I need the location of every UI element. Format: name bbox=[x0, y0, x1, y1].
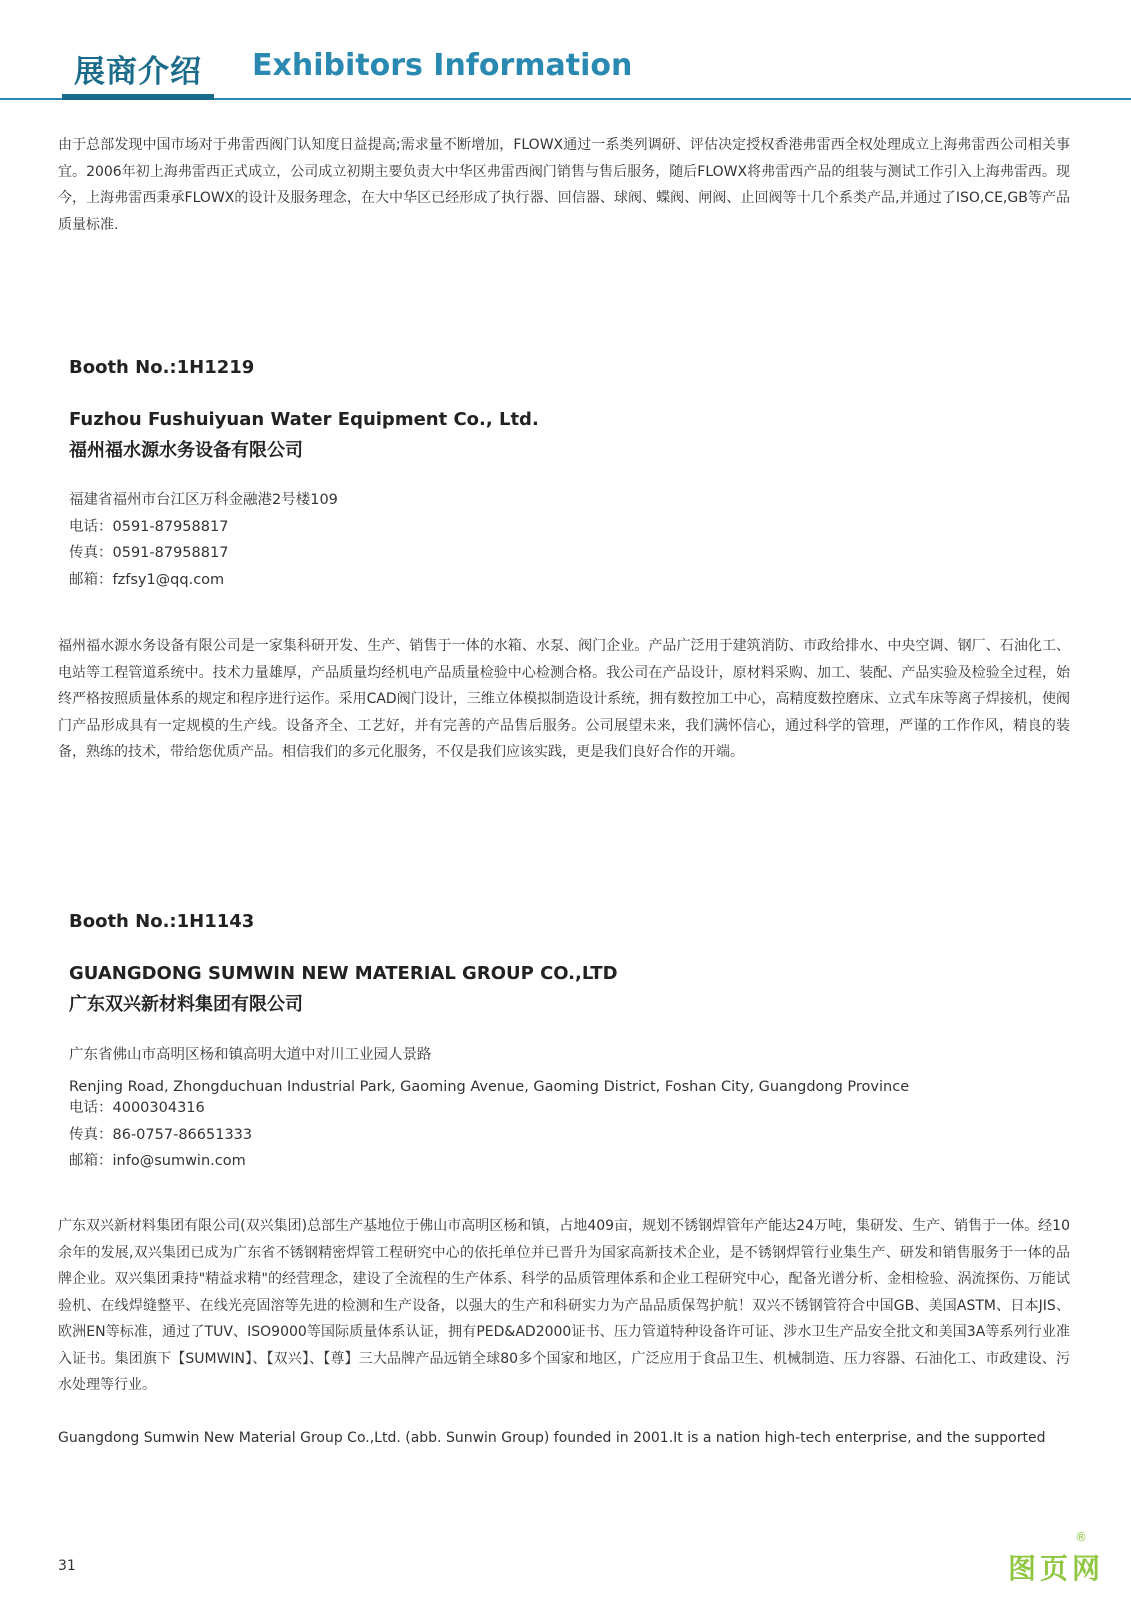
watermark-logo: 图页网 bbox=[1008, 1552, 1105, 1585]
contact-lines bbox=[69, 1095, 252, 1175]
contact-block bbox=[69, 487, 338, 593]
booth-number: Booth No.:1H1219 bbox=[69, 357, 255, 378]
header-title-zh: 展商介绍 bbox=[74, 54, 202, 90]
company-name-zh: 福州福水源水务设备有限公司 bbox=[69, 440, 303, 461]
phone: 电话：4000304316 bbox=[69, 1100, 205, 1116]
booth-number: Booth No.:1H1143 bbox=[69, 911, 255, 932]
intro-paragraph: 由于总部发现中国市场对于弗雷西阀门认知度日益提高;需求量不断增加，FLOWX通过一系类列调研、评估决定授权香港弗雷西全权处理成立上海弗雷西公司相关事宜。2006年初上海弗雷西正式成立，公司成立初期主要负责大中华区弗雷西阀门销售与售后服务，随后FLOWX将弗雷西产品的组装与测试工作引入上海弗雷西。现今，上海弗雷西秉承FLOWX的设计及服务理念，在大中华区已经形成了执行器、回信器、球阀、蝶阀、闸阀、止回阀等十几个系类产品,并通过了ISO,CE,GB等产品质量标准. bbox=[58, 137, 1070, 233]
contact-block bbox=[69, 1042, 432, 1069]
contact-block-en bbox=[69, 1077, 909, 1097]
company-name-en: Fuzhou Fushuiyuan Water Equipment Co., Ltd. bbox=[69, 409, 539, 430]
header-accent-bar bbox=[62, 94, 214, 100]
phone: 电话：0591-87958817 bbox=[69, 518, 229, 535]
address-en: Renjing Road, Zhongduchuan Industrial Park, Gaoming Avenue, Gaoming District, Foshan City, Guangdong Province bbox=[69, 1079, 910, 1095]
company-description: 福州福水源水务设备有限公司是一家集科研开发、生产、销售于一体的水箱、水泵、阀门企业。产品广泛用于建筑消防、市政给排水、中央空调、钢厂、石油化工、电站等工程管道系统中。技术力量雄厚，产品质量均经机电产品质量检验中心检测合格。我公司在产品设计，原材料采购、加工、装配、产品实验及检验全过程，始终严格按照质量体系的规定和程序进行运作。采用CAD阀门设计，三维立体模拟制造设计系统，拥有数控加工中心，高精度数控磨床、立式车床等离子焊接机，使阀门产品形成具有一定规模的生产线。设备齐全、工艺好，并有完善的产品售后服务。公司展望未来，我们满怀信心，通过科学的管理，严谨的工作作风，精良的装备，熟练的技术，带给您优质产品。相信我们的多元化服务，不仅是我们应该实践，更是我们良好合作的开端。 bbox=[58, 638, 1070, 760]
header-title-en: Exhibitors Information bbox=[252, 48, 633, 83]
fax: 传真：86-0757-86651333 bbox=[69, 1126, 253, 1143]
email: 邮箱：info@sumwin.com bbox=[69, 1153, 246, 1169]
registered-mark: ® bbox=[1075, 1530, 1087, 1544]
email: 邮箱：fzfsy1@qq.com bbox=[69, 571, 225, 588]
page-number: 31 bbox=[58, 1558, 76, 1574]
company-name-zh: 广东双兴新材料集团有限公司 bbox=[69, 994, 303, 1015]
address-zh: 福建省福州市台江区万科金融港2号楼109 bbox=[69, 492, 338, 508]
company-description-en: Guangdong Sumwin New Material Group Co.,Ltd. (abb. Sunwin Group) founded in 2001.It is a nation high-tech enterprise, and the supported bbox=[58, 1430, 1046, 1446]
fax: 传真：0591-87958817 bbox=[69, 545, 229, 561]
company-description: 广东双兴新材料集团有限公司(双兴集团)总部生产基地位于佛山市高明区杨和镇，占地409亩，规划不锈钢焊管年产能达24万吨，集研发、生产、销售于一体。经10余年的发展,双兴集团已成为广东省不锈钢精密焊管工程研究中心的依托单位并已晋升为国家高新技术企业，是不锈钢焊管行业集生产、研发和销售服务于一体的品牌企业。双兴集团秉持"精益求精"的经营理念，建设了全流程的生产体系、科学的品质管理体系和企业工程研究中心，配备光谱分析、金相检验、涡流探伤、万能试验机、在线焊缝整平、在线光亮固溶等先进的检测和生产设备，以强大的生产和科研实力为产品品质保驾护航！双兴不锈钢管符合中国GB、美国ASTM、日本JIS、欧洲EN等标准，通过了TUV、ISO9000等国际质量体系认证，拥有PED&AD2000证书、压力管道特种设备许可证、涉水卫生产品安全批文和美国3A等系列行业准入证书。集团旗下【SUMWIN】、【双兴】、【尊】三大品牌产品远销全球80多个国家和地区，广泛应用于食品卫生、机械制造、压力容器、石油化工、市政建设、污水处理等行业。 bbox=[58, 1218, 1070, 1393]
company-name-en: GUANGDONG SUMWIN NEW MATERIAL GROUP CO.,LTD bbox=[69, 963, 618, 984]
address-zh: 广东省佛山市高明区杨和镇高明大道中对川工业园人景路 bbox=[69, 1047, 432, 1063]
